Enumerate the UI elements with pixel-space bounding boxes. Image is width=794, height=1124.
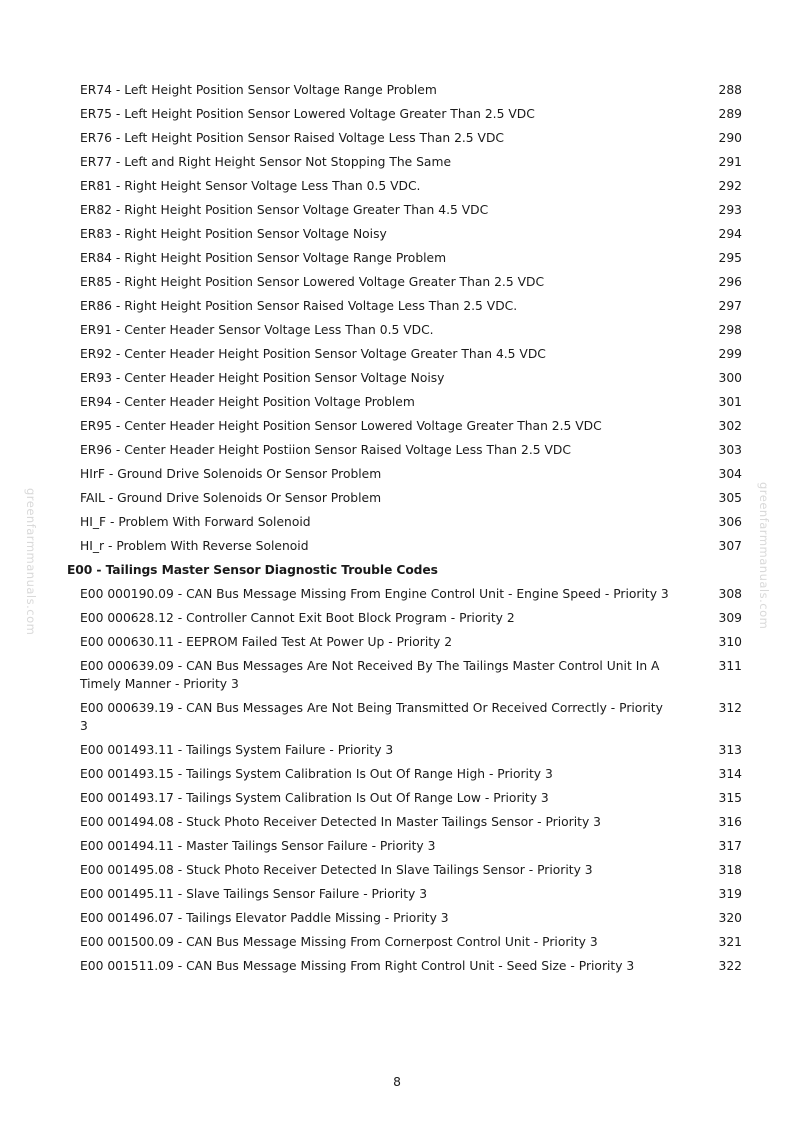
toc-entry-page: 306 xyxy=(718,515,742,529)
toc-entry[interactable] xyxy=(80,390,742,414)
toc-entry-page: 296 xyxy=(718,275,742,289)
toc-entry-page: 294 xyxy=(718,227,742,241)
toc-entry[interactable] xyxy=(80,630,742,654)
toc-entry-title: ER82 - Right Height Position Sensor Voltage Greater Than 4.5 VDC xyxy=(80,203,489,217)
toc-entry-title: ER84 - Right Height Position Sensor Voltage Range Problem xyxy=(80,251,447,265)
toc-entry-page: 310 xyxy=(718,635,742,649)
toc-entry-page: 301 xyxy=(718,395,742,409)
toc-entry[interactable] xyxy=(80,834,742,858)
toc-entry-page: 318 xyxy=(718,863,742,877)
toc-entry[interactable] xyxy=(80,654,742,696)
toc-entry[interactable] xyxy=(80,606,742,630)
toc-entry-title: E00 001494.08 - Stuck Photo Receiver Detected In Master Tailings Sensor - Priority 3 xyxy=(80,815,601,829)
toc-entry[interactable] xyxy=(80,198,742,222)
toc-entry-page: 304 xyxy=(718,467,742,481)
toc-entry[interactable] xyxy=(80,786,742,810)
toc-entry-page: 316 xyxy=(718,815,742,829)
toc-entry[interactable] xyxy=(80,930,742,954)
toc-entry[interactable] xyxy=(80,270,742,294)
toc-entry[interactable] xyxy=(80,738,742,762)
toc-entry-title: ER92 - Center Header Height Position Sensor Voltage Greater Than 4.5 VDC xyxy=(80,347,546,361)
toc-entry-title: E00 001511.09 - CAN Bus Message Missing From Right Control Unit - Seed Size - Priority 3 xyxy=(80,959,635,973)
toc-entry-page: 314 xyxy=(718,767,742,781)
toc-entry[interactable] xyxy=(80,150,742,174)
toc-entry-page: 319 xyxy=(718,887,742,901)
toc-entry-page: 292 xyxy=(718,179,742,193)
toc-entry-title: ER85 - Right Height Position Sensor Lowered Voltage Greater Than 2.5 VDC xyxy=(80,275,545,289)
toc-entry-page: 299 xyxy=(718,347,742,361)
toc-entry-title: E00 001493.17 - Tailings System Calibration Is Out Of Range Low - Priority 3 xyxy=(80,791,549,805)
toc-entry-page: 309 xyxy=(718,611,742,625)
toc-entry-page: 290 xyxy=(718,131,742,145)
table-of-contents xyxy=(67,78,742,978)
toc-entry-title: ER94 - Center Header Height Position Voltage Problem xyxy=(80,395,415,409)
toc-entry[interactable] xyxy=(80,294,742,318)
page-number: 8 xyxy=(393,1075,401,1089)
toc-entry[interactable] xyxy=(80,762,742,786)
section-entries xyxy=(80,582,742,978)
section-heading: E00 - Tailings Master Sensor Diagnostic Trouble Codes xyxy=(67,563,438,577)
watermark-right: greenfarmmanuals.com xyxy=(757,482,771,630)
toc-entry[interactable] xyxy=(80,534,742,558)
toc-entry-page: 300 xyxy=(718,371,742,385)
toc-entry[interactable] xyxy=(80,102,742,126)
toc-entry[interactable] xyxy=(80,342,742,366)
toc-entry-page: 291 xyxy=(718,155,742,169)
toc-entry-page: 317 xyxy=(718,839,742,853)
toc-entry-title: E00 001495.08 - Stuck Photo Receiver Detected In Slave Tailings Sensor - Priority 3 xyxy=(80,863,593,877)
toc-entry[interactable] xyxy=(80,954,742,978)
toc-entry-page: 297 xyxy=(718,299,742,313)
toc-entry-title: HIrF - Ground Drive Solenoids Or Sensor Problem xyxy=(80,467,382,481)
toc-entry-page: 288 xyxy=(718,83,742,97)
toc-entry-title: HI_F - Problem With Forward Solenoid xyxy=(80,515,311,529)
toc-entry[interactable] xyxy=(80,174,742,198)
toc-entry[interactable] xyxy=(80,906,742,930)
toc-entry-page: 295 xyxy=(718,251,742,265)
toc-entry-page: 307 xyxy=(718,539,742,553)
toc-entry-page: 302 xyxy=(718,419,742,433)
watermark-left: greenfarmmanuals.com xyxy=(24,488,38,636)
toc-entry[interactable] xyxy=(80,222,742,246)
toc-entry-title: ER91 - Center Header Sensor Voltage Less Than 0.5 VDC. xyxy=(80,323,434,337)
toc-entry[interactable] xyxy=(80,486,742,510)
toc-entry-page: 311 xyxy=(718,659,742,673)
toc-entry[interactable] xyxy=(80,582,742,606)
toc-entry-page: 298 xyxy=(718,323,742,337)
toc-entry-page: 308 xyxy=(718,587,742,601)
toc-entry[interactable] xyxy=(80,246,742,270)
toc-entry[interactable] xyxy=(80,366,742,390)
toc-entry-title: E00 001493.11 - Tailings System Failure - Priority 3 xyxy=(80,743,394,757)
toc-entry-page: 303 xyxy=(718,443,742,457)
toc-entry-title: E00 001496.07 - Tailings Elevator Paddle Missing - Priority 3 xyxy=(80,911,449,925)
toc-entry-page: 289 xyxy=(718,107,742,121)
toc-entry[interactable] xyxy=(80,438,742,462)
toc-entry-title: ER74 - Left Height Position Sensor Voltage Range Problem xyxy=(80,83,437,97)
toc-entry-page: 305 xyxy=(718,491,742,505)
toc-entry-title: ER96 - Center Header Height Postiion Sensor Raised Voltage Less Than 2.5 VDC xyxy=(80,443,571,457)
toc-entry-title: ER83 - Right Height Position Sensor Voltage Noisy xyxy=(80,227,387,241)
toc-entry-title: E00 001493.15 - Tailings System Calibration Is Out Of Range High - Priority 3 xyxy=(80,767,553,781)
toc-entry-title: E00 000630.11 - EEPROM Failed Test At Power Up - Priority 2 xyxy=(80,635,453,649)
toc-entry-title: ER93 - Center Header Height Position Sensor Voltage Noisy xyxy=(80,371,445,385)
toc-entry-page: 320 xyxy=(718,911,742,925)
toc-entry-title: ER76 - Left Height Position Sensor Raised Voltage Less Than 2.5 VDC xyxy=(80,131,505,145)
toc-entry-page: 315 xyxy=(718,791,742,805)
toc-entry-title: E00 000628.12 - Controller Cannot Exit Boot Block Program - Priority 2 xyxy=(80,611,515,625)
toc-entry-page: 313 xyxy=(718,743,742,757)
toc-entry[interactable] xyxy=(80,882,742,906)
toc-entry-title: ER86 - Right Height Position Sensor Raised Voltage Less Than 2.5 VDC. xyxy=(80,299,518,313)
toc-entry-title: HI_r - Problem With Reverse Solenoid xyxy=(80,539,309,553)
toc-entry[interactable] xyxy=(80,810,742,834)
toc-entry-page: 312 xyxy=(718,701,742,715)
toc-entry-title: E00 000639.09 - CAN Bus Messages Are Not Received By The Tailings Master Control Unit In A Timely Manner - Priority 3 xyxy=(80,659,660,691)
toc-entry[interactable] xyxy=(80,696,742,738)
toc-entry-title: E00 001494.11 - Master Tailings Sensor Failure - Priority 3 xyxy=(80,839,436,853)
toc-entry-title: E00 001495.11 - Slave Tailings Sensor Failure - Priority 3 xyxy=(80,887,428,901)
toc-entry[interactable] xyxy=(80,318,742,342)
toc-entry-page: 322 xyxy=(718,959,742,973)
toc-entry-title: E00 000190.09 - CAN Bus Message Missing From Engine Control Unit - Engine Speed - Priority 3 xyxy=(80,587,669,601)
toc-entry[interactable] xyxy=(80,126,742,150)
toc-entry[interactable] xyxy=(80,510,742,534)
toc-entry-page: 293 xyxy=(718,203,742,217)
toc-entry-title: E00 000639.19 - CAN Bus Messages Are Not Being Transmitted Or Received Correctly - Priority 3 xyxy=(80,701,663,733)
toc-entry-title: ER75 - Left Height Position Sensor Lowered Voltage Greater Than 2.5 VDC xyxy=(80,107,535,121)
toc-entry-title: FAIL - Ground Drive Solenoids Or Sensor Problem xyxy=(80,491,382,505)
toc-entry-title: ER95 - Center Header Height Position Sensor Lowered Voltage Greater Than 2.5 VDC xyxy=(80,419,602,433)
toc-entry-title: ER77 - Left and Right Height Sensor Not Stopping The Same xyxy=(80,155,452,169)
toc-entry[interactable] xyxy=(80,414,742,438)
toc-entry-page: 321 xyxy=(718,935,742,949)
toc-entries xyxy=(80,78,742,558)
toc-entry-title: ER81 - Right Height Sensor Voltage Less Than 0.5 VDC. xyxy=(80,179,421,193)
toc-entry-title: E00 001500.09 - CAN Bus Message Missing From Cornerpost Control Unit - Priority 3 xyxy=(80,935,598,949)
toc-entry[interactable] xyxy=(80,858,742,882)
toc-entry[interactable] xyxy=(80,462,742,486)
toc-entry[interactable] xyxy=(80,78,742,102)
